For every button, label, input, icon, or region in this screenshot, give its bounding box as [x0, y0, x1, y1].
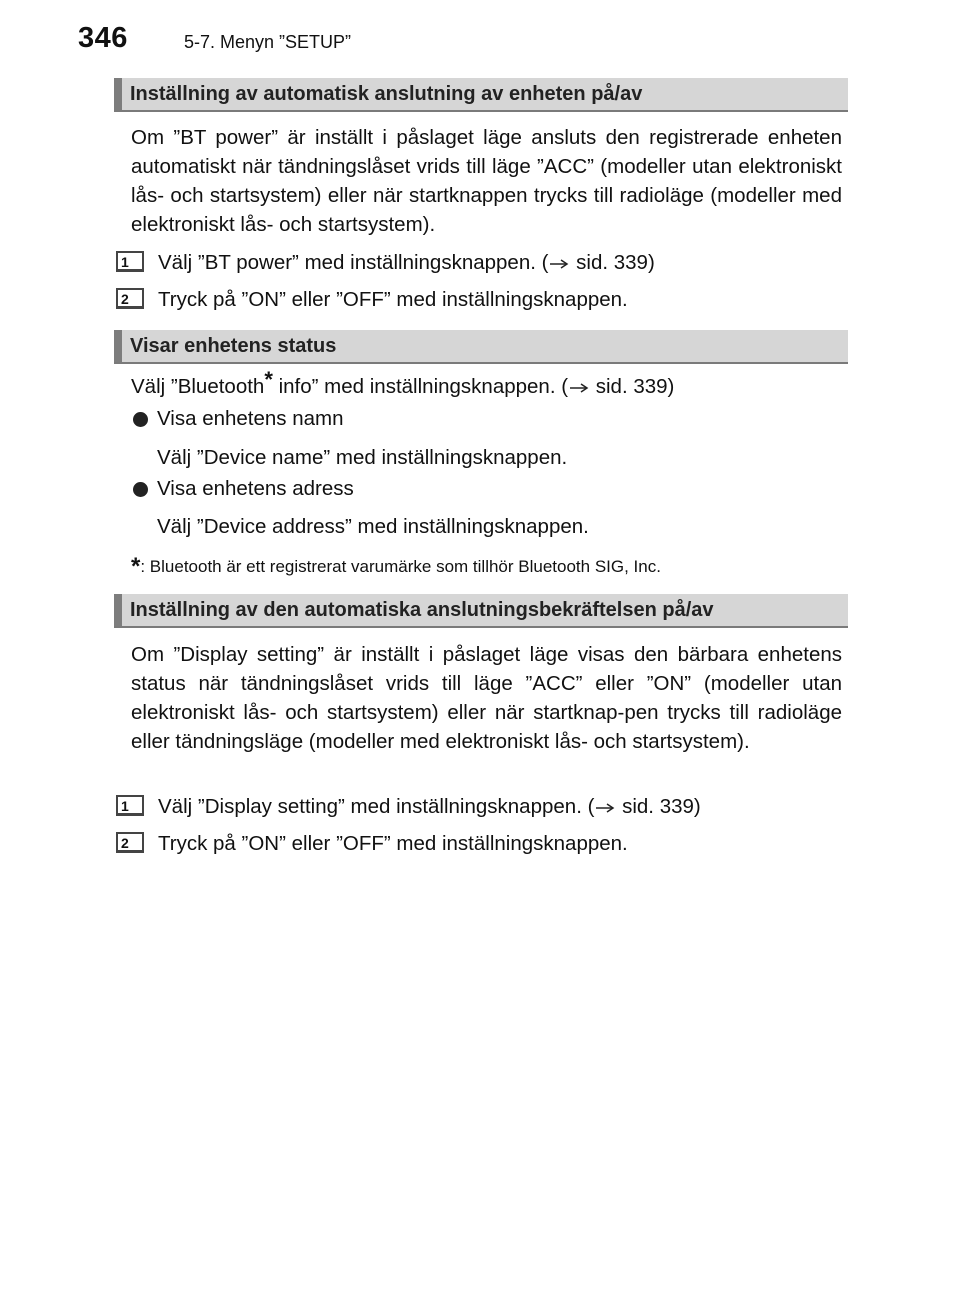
- section-body: Om ”Display setting” är inställt i påslaget läge visas den bärbara enhetens status när tändningslåset vrids till läge ”ACC” eller ”ON” (modeller utan elektroniskt lås- och startsystem) eller när startknap-pen trycks till radioläge eller tändningsläge (modeller med elektroniskt lås- och startsystem).: [131, 643, 842, 753]
- right-arrow-icon: [568, 382, 590, 394]
- step-text: Välj ”Display setting” med inställningsknappen. ( sid. 339): [158, 795, 701, 818]
- step-number-badge: 1: [116, 795, 144, 816]
- filled-circle-icon: [133, 482, 148, 497]
- bullet-detail: Välj ”Device name” med inställningsknappen.: [157, 446, 568, 469]
- status-intro: Välj ”Bluetooth* info” med inställningsknappen. ( sid. 339): [131, 367, 675, 398]
- section-header-device-status: [114, 330, 848, 364]
- bullet-label: Visa enhetens adress: [157, 477, 354, 500]
- right-arrow-icon: [548, 258, 570, 270]
- page-number: 346: [78, 22, 128, 54]
- section-accent: [114, 594, 122, 626]
- step-text: Tryck på ”ON” eller ”OFF” med inställningsknappen.: [158, 832, 628, 855]
- step-number-badge: 1: [116, 251, 144, 272]
- bullet-detail: Välj ”Device address” med inställningsknappen.: [157, 515, 589, 538]
- section-header-auto-connect: [114, 78, 848, 112]
- section-title: Visar enhetens status: [130, 335, 337, 357]
- right-arrow-icon: [594, 802, 616, 814]
- section-body: Om ”BT power” är inställt i påslaget läge ansluts den registrerade enheten automatiskt när tändningslåset vrids till läge ”ACC” (modeller utan elektroniskt lås- och startsystem) eller när startknappen trycks till radioläge (modeller med elektroniskt lås- och startsystem).: [131, 126, 842, 236]
- footnote: *: Bluetooth är ett registrerat varumärke som tillhör Bluetooth SIG, Inc.: [131, 553, 661, 580]
- section-header-connect-confirmation: [114, 594, 848, 628]
- filled-circle-icon: [133, 412, 148, 427]
- chapter-title: 5-7. Menyn ”SETUP”: [184, 32, 352, 52]
- section-accent: [114, 78, 122, 110]
- section-title: Inställning av automatisk anslutning av enheten på/av: [130, 83, 643, 105]
- step-number-badge: 2: [116, 832, 144, 853]
- step-text: Tryck på ”ON” eller ”OFF” med inställningsknappen.: [158, 288, 628, 311]
- bullet-label: Visa enhetens namn: [157, 407, 344, 430]
- footnote-marker: *: [264, 367, 273, 392]
- step-text: Välj ”BT power” med inställningsknappen. ( sid. 339): [158, 251, 655, 274]
- section-accent: [114, 330, 122, 362]
- section-title: Inställning av den automatiska anslutningsbekräftelsen på/av: [130, 599, 714, 621]
- step-number-badge: 2: [116, 288, 144, 309]
- footnote-star: *: [131, 553, 141, 580]
